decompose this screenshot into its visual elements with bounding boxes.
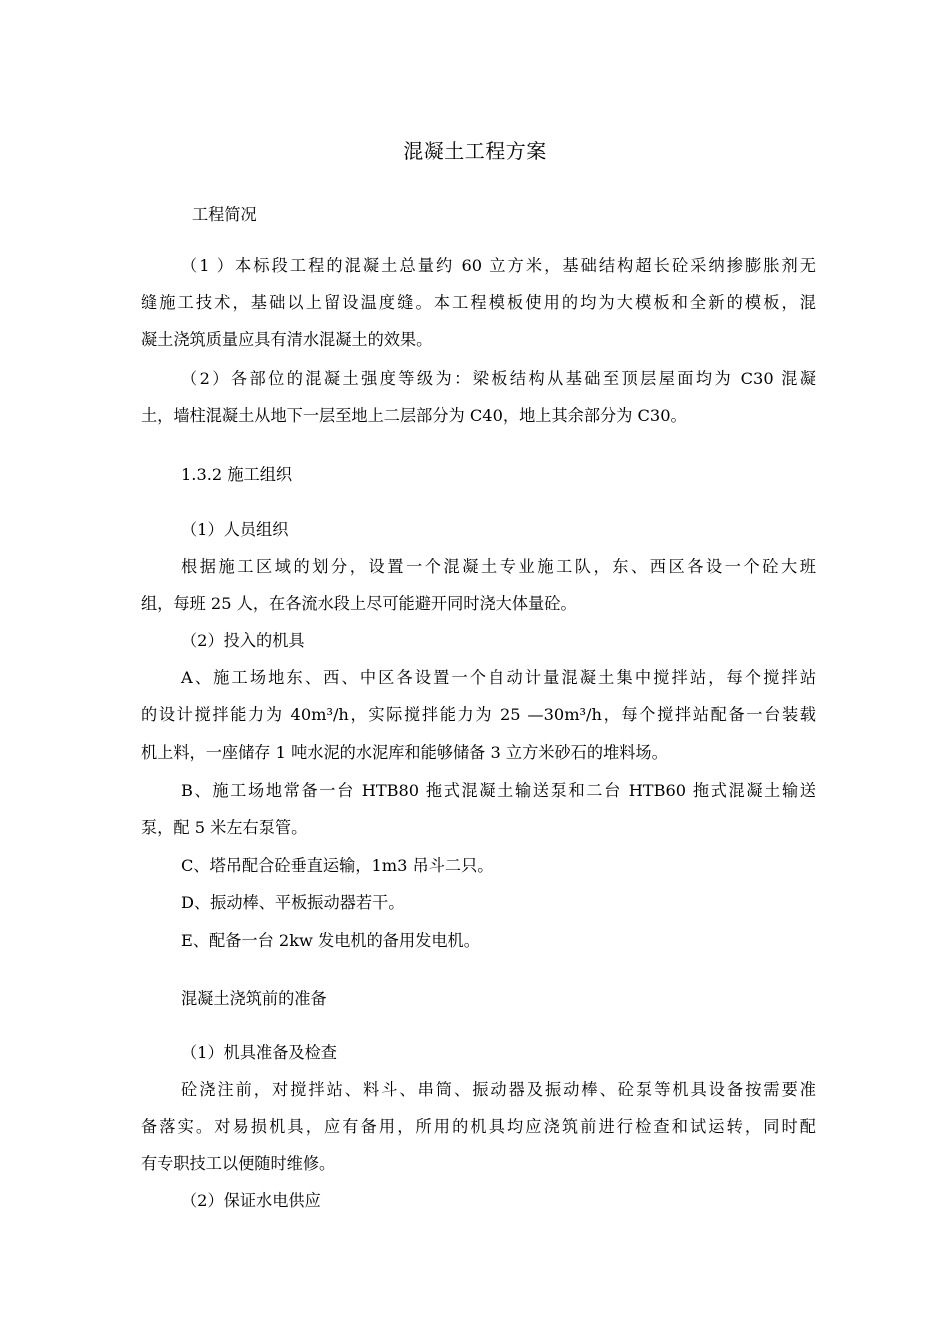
paragraph-b-line-1: B、施工场地常备一台 HTB80 拖式混凝土输送泵和二台 HTB60 拖式混凝土输送: [181, 781, 816, 800]
section-heading-organization: 1.3.2 施工组织: [181, 465, 293, 484]
paragraph-4-line-1: 砼浇注前，对搅拌站、料斗、串筒、振动器及振动棒、砼泵等机具设备按需要准: [181, 1080, 816, 1099]
paragraph-a-line-2: 的设计搅拌能力为 40m³/h，实际搅拌能力为 25 —30m³/h，每个搅拌站配备一台装载: [141, 705, 816, 724]
paragraph-a-line-3: 机上料，一座储存 1 吨水泥的水泥库和能够储备 3 立方米砂石的堆料场。: [141, 743, 668, 762]
paragraph-4-line-3: 有专职技工以便随时维修。: [141, 1154, 336, 1173]
subheading-equipment-check: （1）机具准备及检查: [181, 1043, 337, 1062]
subheading-power-water: （2）保证水电供应: [181, 1191, 321, 1210]
subheading-personnel: （1）人员组织: [181, 520, 289, 539]
paragraph-c: C、塔吊配合砼垂直运输，1m3 吊斗二只。: [181, 856, 494, 875]
subheading-machinery: （2）投入的机具: [181, 631, 305, 650]
paragraph-b-line-2: 泵，配 5 米左右泵管。: [141, 818, 308, 837]
section-heading-overview: 工程简况: [192, 205, 257, 224]
paragraph-a-line-1: A、施工场地东、西、中区各设置一个自动计量混凝土集中搅拌站，每个搅拌站: [181, 668, 816, 687]
paragraph-1-line-1: （1 ）本标段工程的混凝土总量约 60 立方米，基础结构超长砼采纳掺膨胀剂无: [181, 256, 816, 275]
paragraph-d: D、振动棒、平板振动器若干。: [181, 893, 405, 912]
paragraph-e: E、配备一台 2kw 发电机的备用发电机。: [181, 931, 480, 950]
paragraph-3-line-1: 根据施工区域的划分，设置一个混凝土专业施工队，东、西区各设一个砼大班: [181, 557, 816, 576]
document-title: 混凝土工程方案: [403, 139, 547, 163]
paragraph-1-line-2: 缝施工技术，基础以上留设温度缝。本工程模板使用的均为大模板和全新的模板，混: [141, 293, 816, 312]
paragraph-3-line-2: 组，每班 25 人，在各流水段上尽可能避开同时浇大体量砼。: [141, 594, 577, 613]
paragraph-2-line-1: （2）各部位的混凝土强度等级为：梁板结构从基础至顶层屋面均为 C30 混凝: [181, 369, 816, 388]
section-heading-preparation: 混凝土浇筑前的准备: [181, 989, 327, 1008]
paragraph-1-line-3: 凝土浇筑质量应具有清水混凝土的效果。: [141, 330, 433, 349]
paragraph-4-line-2: 备落实。对易损机具，应有备用，所用的机具均应浇筑前进行检查和试运转，同时配: [141, 1117, 816, 1136]
paragraph-2-line-2: 土，墙柱混凝土从地下一层至地上二层部分为 C40，地上其余部分为 C30。: [141, 406, 687, 425]
